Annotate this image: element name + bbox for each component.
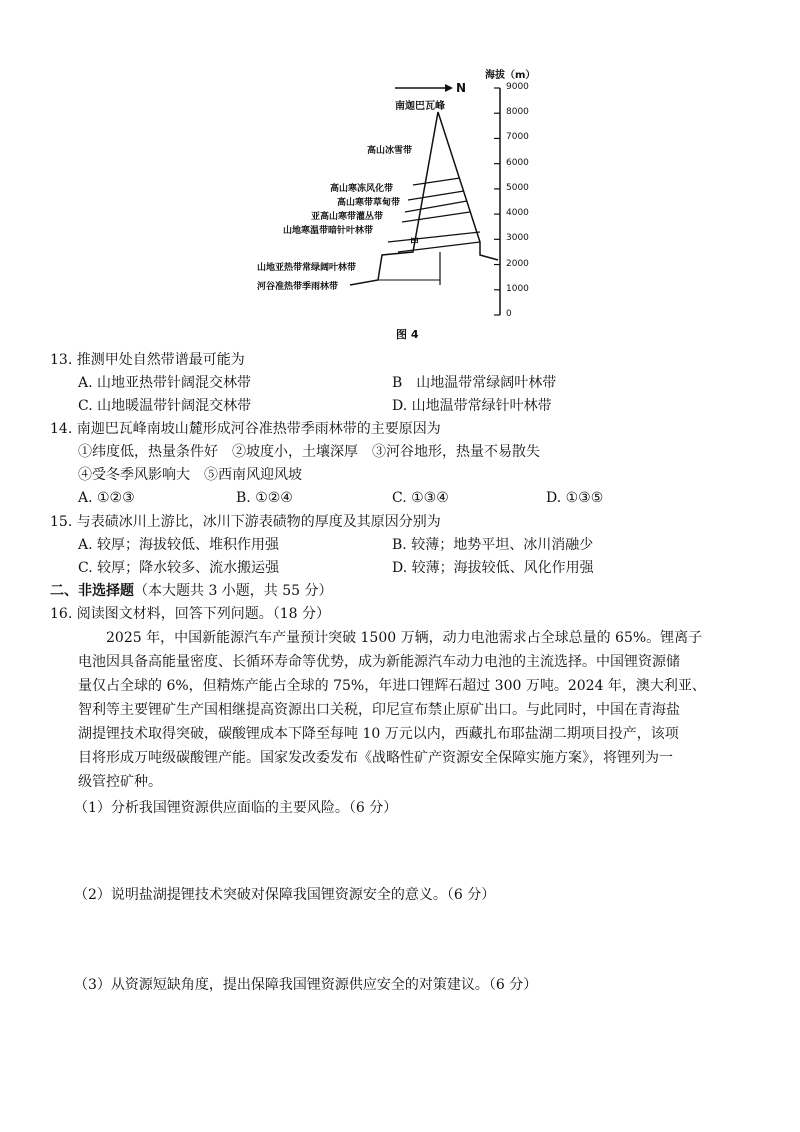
q14-option-b: B. ①②④: [236, 490, 293, 506]
section-2-title: 二、非选择题: [50, 583, 134, 599]
zone-label-alpine-meadow: 高山寒带草甸带: [337, 198, 401, 208]
peak-label: 南迦巴瓦峰: [395, 101, 445, 112]
zone-label-frost-weathering: 高山寒冻风化带: [330, 184, 394, 194]
q14-statements-line1: ①纬度低，热量条件好 ②坡度小，土壤深厚 ③河谷地形，热量不易散失: [78, 444, 540, 460]
q15-option-d: D. 较薄；海拔较低、风化作用强: [392, 560, 594, 576]
q15-option-c: C. 较厚；降水较多、流水搬运强: [78, 560, 280, 576]
zone-boundary: [388, 232, 480, 242]
zone-label-dark-conifer: 山地寒温带暗针叶林带: [283, 226, 374, 236]
question-15-stem: 15. 与表碛冰川上游比，冰川下游表碛物的厚度及其原因分别为: [50, 514, 441, 530]
section-2-heading: [50, 581, 333, 601]
zone-label-ice-snow: 高山冰雪带: [367, 146, 413, 156]
zone-boundary: [408, 191, 464, 200]
q16-sub-question-3: （3）从资源短缺角度，提出保障我国锂资源供应安全的对策建议。（6 分）: [74, 977, 538, 993]
q15-option-b: B. 较薄；地势平坦、冰川消融少: [392, 537, 594, 553]
q13-option-b: B 山地温带常绿阔叶林带: [392, 375, 557, 391]
altitude-tick-label: 4000: [506, 208, 529, 219]
altitude-tick-label: 7000: [506, 132, 529, 143]
marker-jia: 甲: [410, 238, 420, 248]
q14-option-d: D. ①③⑤: [546, 490, 604, 506]
q16-material-line: 电池因具备高能量密度、长循环寿命等优势，成为新能源汽车动力电池的主流选择。中国锂资源储: [78, 654, 680, 670]
altitude-tick-label: 3000: [506, 233, 529, 244]
q15-option-a: A. 较厚；海拔较低、堆积作用强: [78, 537, 280, 553]
north-arrow-head: [445, 84, 453, 92]
q16-material-line: 2025 年，中国新能源汽车产量预计突破 1500 万辆，动力电池需求占全球总量的 65%。锂离子: [78, 630, 703, 646]
section-2-note: （本大题共 3 小题，共 55 分）: [134, 583, 333, 599]
q14-statements-line2: ④受冬季风影响大 ⑤西南风迎风坡: [78, 467, 302, 483]
zone-label-subtropical-evergreen: 山地亚热带常绿阔叶林带: [257, 263, 357, 273]
altitude-tick-label: 0: [506, 309, 512, 319]
altitude-tick-label: 5000: [506, 182, 529, 193]
question-13-stem: 13. 推测甲处自然带谱最可能为: [50, 352, 245, 368]
altitude-tick-label: 2000: [506, 258, 529, 269]
zone-boundary: [402, 212, 470, 222]
q13-option-d: D. 山地温带常绿针叶林带: [392, 398, 552, 414]
altitude-tick-label: 6000: [506, 157, 529, 168]
north-label: N: [456, 81, 467, 95]
altitude-tick-label: 8000: [506, 107, 529, 118]
q16-material-line: 湖提锂技术取得突破，碳酸锂成本下降至每吨 10 万元以内，西藏扎布耶盐湖二期项目投产，该项: [78, 726, 679, 742]
figure-caption: 图 4: [396, 328, 419, 341]
altitude-tick-label: 9000: [506, 82, 529, 92]
altitude-tick-label: 1000: [506, 283, 529, 294]
axis-title: 海拔（m）: [485, 70, 536, 81]
q16-material-line: 级管控矿种。: [78, 774, 162, 790]
zone-boundary: [405, 201, 467, 212]
zone-boundary: [413, 178, 460, 185]
q16-material-line: 量仅占全球的 6%，但精炼产能占全球的 75%，年进口锂辉石超过 300 万吨。2024 年，澳大利亚、: [78, 678, 706, 694]
question-16-stem: 16. 阅读图文材料，回答下列问题。（18 分）: [50, 606, 330, 622]
question-14-stem: 14. 南迦巴瓦峰南坡山麓形成河谷准热带季雨林带的主要原因为: [50, 421, 441, 437]
zone-label-valley-monsoon: 河谷准热带季雨林带: [257, 282, 339, 292]
q16-sub-question-1: （1）分析我国锂资源供应面临的主要风险。（6 分）: [74, 800, 398, 816]
q16-sub-question-2: （2）说明盐湖提锂技术突破对保障我国锂资源安全的意义。（6 分）: [74, 887, 496, 903]
zone-label-subalpine-shrub: 亚高山寒带灌丛带: [311, 212, 384, 222]
figure-4: [250, 60, 550, 350]
q16-material-line: 目将形成万吨级碳酸锂产能。国家发改委发布《战略性矿产资源安全保障实施方案》，将锂列为一: [78, 750, 673, 766]
q14-option-a: A. ①②③: [78, 490, 135, 506]
q13-option-c: C. 山地暖温带针阔混交林带: [78, 398, 252, 414]
q16-material-line: 智利等主要锂矿生产国相继提高资源出口关税，印尼宣布禁止原矿出口。与此同时，中国在青海盐: [78, 702, 680, 718]
q13-option-a: A. 山地亚热带针阔混交林带: [78, 375, 252, 391]
q14-option-c: C. ①③④: [392, 490, 449, 506]
